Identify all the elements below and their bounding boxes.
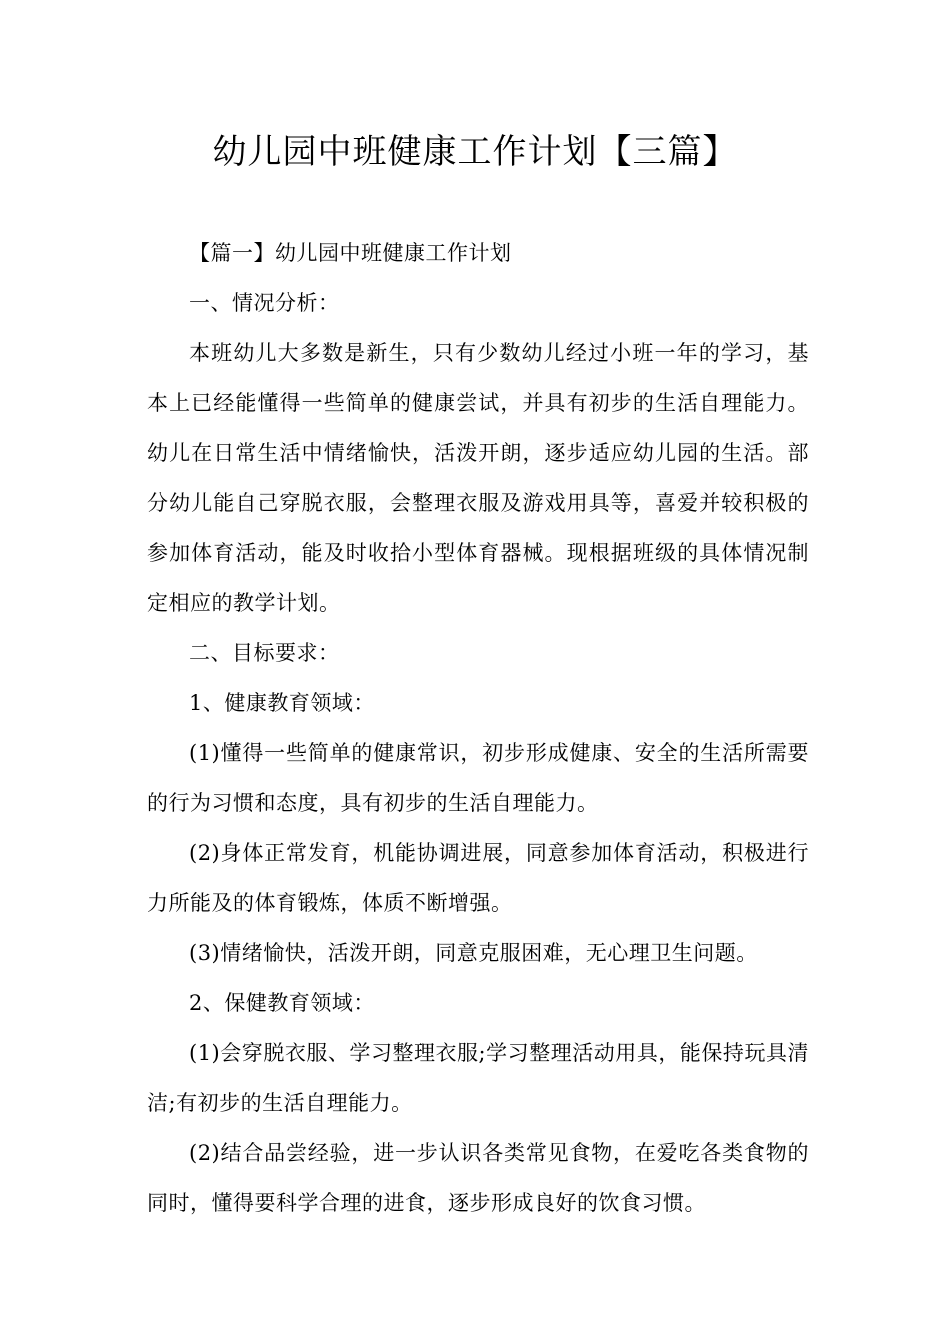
heading-goals: 二、目标要求： — [189, 641, 340, 665]
document-title: 幼儿园中班健康工作计划【三篇】 — [212, 132, 738, 172]
section-heading-part-one: 【篇一】幼儿园中班健康工作计划 — [189, 241, 512, 265]
heading-health-education: 1、健康教育领域： — [189, 691, 375, 715]
heading-care-education: 2、保健教育领域： — [189, 991, 375, 1015]
document-body — [147, 228, 809, 1228]
paragraph-situation-analysis: 本班幼儿大多数是新生，只有少数幼儿经过小班一年的学习，基本上已经能懂得一些简单的健康尝试，并具有初步的生活自理能力。幼儿在日常生活中情绪愉快，活泼开朗，逐步适应幼儿园的生活。部分幼儿能自己穿脱衣服，会整理衣服及游戏用具等，喜爱并较积极的参加体育活动，能及时收拾小型体育器械。现根据班级的具体情况制定相应的教学计划。 — [147, 341, 809, 615]
paragraph-care-item-2: (2)结合品尝经验，进一步认识各类常见食物，在爱吃各类食物的同时，懂得要科学合理的进食，逐步形成良好的饮食习惯。 — [147, 1141, 809, 1215]
heading-situation-analysis: 一、情况分析： — [189, 291, 340, 315]
paragraph-health-item-2: (2)身体正常发育，机能协调进展，同意参加体育活动，积极进行力所能及的体育锻炼，体质不断增强。 — [147, 841, 809, 915]
paragraph-health-item-1: (1)懂得一些简单的健康常识，初步形成健康、安全的生活所需要的行为习惯和态度，具有初步的生活自理能力。 — [147, 741, 809, 815]
paragraph-health-item-3: (3)情绪愉快，活泼开朗，同意克服困难，无心理卫生问题。 — [189, 941, 758, 965]
paragraph-care-item-1: (1)会穿脱衣服、学习整理衣服;学习整理活动用具，能保持玩具清洁;有初步的生活自理能力。 — [147, 1041, 809, 1115]
